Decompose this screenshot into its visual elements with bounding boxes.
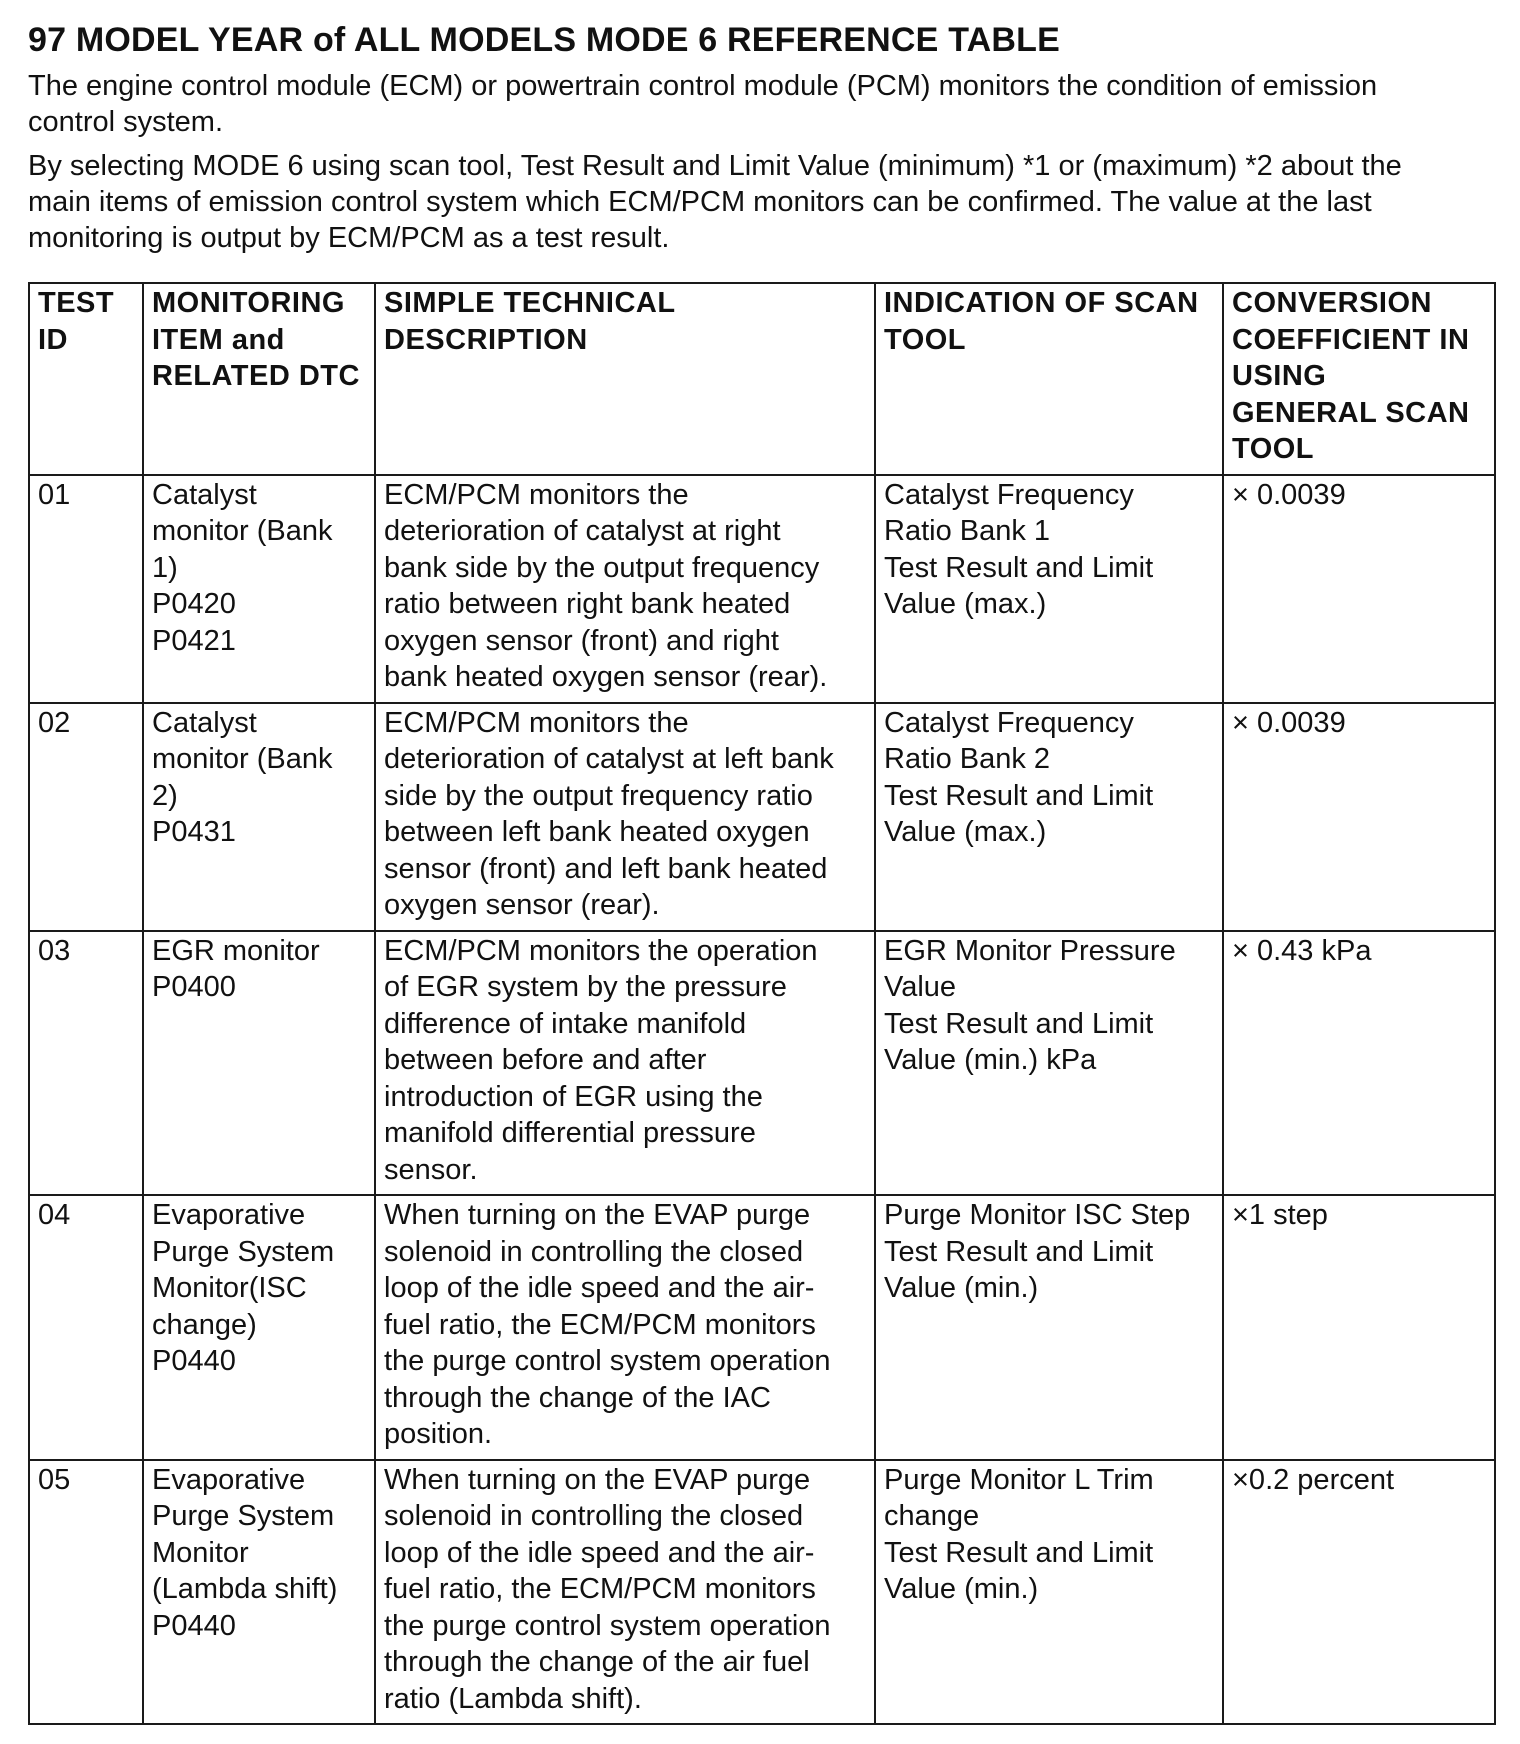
cell-description: ECM/PCM monitors the deterioration of catalyst at left bank side by the output frequency ratio between left bank heated oxygen sensor (front) and left bank heated oxygen sensor (rear). — [375, 703, 875, 931]
cell-test-id: 04 — [29, 1195, 143, 1460]
cell-test-id: 03 — [29, 931, 143, 1196]
intro-paragraph-2: By selecting MODE 6 using scan tool, Test Result and Limit Value (minimum) *1 or (maximum) *2 about the main items of emission control system which ECM/PCM monitors can be confirmed. The value at the last monitoring is output by ECM/PCM as a test result. — [28, 150, 1402, 254]
cell-test-id: 01 — [29, 475, 143, 703]
intro-paragraph-1: The engine control module (ECM) or powertrain control module (PCM) monitors the condition of emission control system. — [28, 70, 1378, 138]
cell-description: When turning on the EVAP purge solenoid in controlling the closed loop of the idle speed and the air- fuel ratio, the ECM/PCM monitors the purge control system operation through the change of the air fuel ratio (Lambda shift). — [375, 1460, 875, 1725]
cell-coefficient: × 0.43 kPa — [1223, 931, 1495, 1196]
cell-indication: Catalyst Frequency Ratio Bank 2 Test Result and Limit Value (max.) — [875, 703, 1223, 931]
header-description: SIMPLE TECHNICAL DESCRIPTION — [375, 283, 875, 475]
header-indication: INDICATION OF SCAN TOOL — [875, 283, 1223, 475]
cell-monitoring-item: Evaporative Purge System Monitor (Lambda shift) P0440 — [143, 1460, 375, 1725]
header-test-id: TEST ID — [29, 283, 143, 475]
page-title: 97 MODEL YEAR of ALL MODELS MODE 6 REFERENCE TABLE — [28, 21, 1060, 59]
table-row — [29, 475, 1495, 703]
cell-coefficient: × 0.0039 — [1223, 703, 1495, 931]
cell-indication: Catalyst Frequency Ratio Bank 1 Test Result and Limit Value (max.) — [875, 475, 1223, 703]
cell-coefficient: ×1 step — [1223, 1195, 1495, 1460]
cell-coefficient: × 0.0039 — [1223, 475, 1495, 703]
header-conversion-coefficient: CONVERSION COEFFICIENT IN USING GENERAL SCAN TOOL — [1223, 283, 1495, 475]
cell-description: When turning on the EVAP purge solenoid in controlling the closed loop of the idle speed and the air- fuel ratio, the ECM/PCM monitors the purge control system operation through the change of the IAC position. — [375, 1195, 875, 1460]
cell-description: ECM/PCM monitors the deterioration of catalyst at right bank side by the output frequency ratio between right bank heated oxygen sensor (front) and right bank heated oxygen sensor (rear). — [375, 475, 875, 703]
cell-test-id: 02 — [29, 703, 143, 931]
cell-monitoring-item: Catalyst monitor (Bank 2) P0431 — [143, 703, 375, 931]
table-row — [29, 703, 1495, 931]
mode6-reference-table — [28, 282, 1496, 1725]
table-header-row — [29, 283, 1495, 475]
cell-monitoring-item: Evaporative Purge System Monitor(ISC change) P0440 — [143, 1195, 375, 1460]
document-page — [28, 18, 1498, 1715]
cell-coefficient: ×0.2 percent — [1223, 1460, 1495, 1725]
cell-indication: Purge Monitor L Trim change Test Result and Limit Value (min.) — [875, 1460, 1223, 1725]
header-monitoring-item: MONITORING ITEM and RELATED DTC — [143, 283, 375, 475]
cell-monitoring-item: Catalyst monitor (Bank 1) P0420 P0421 — [143, 475, 375, 703]
cell-indication: Purge Monitor ISC Step Test Result and Limit Value (min.) — [875, 1195, 1223, 1460]
table-row — [29, 931, 1495, 1196]
cell-description: ECM/PCM monitors the operation of EGR system by the pressure difference of intake manifold between before and after introduction of EGR using the manifold differential pressure sensor. — [375, 931, 875, 1196]
cell-test-id: 05 — [29, 1460, 143, 1725]
table-row — [29, 1195, 1495, 1460]
table-row — [29, 1460, 1495, 1725]
cell-monitoring-item: EGR monitor P0400 — [143, 931, 375, 1196]
cell-indication: EGR Monitor Pressure Value Test Result and Limit Value (min.) kPa — [875, 931, 1223, 1196]
